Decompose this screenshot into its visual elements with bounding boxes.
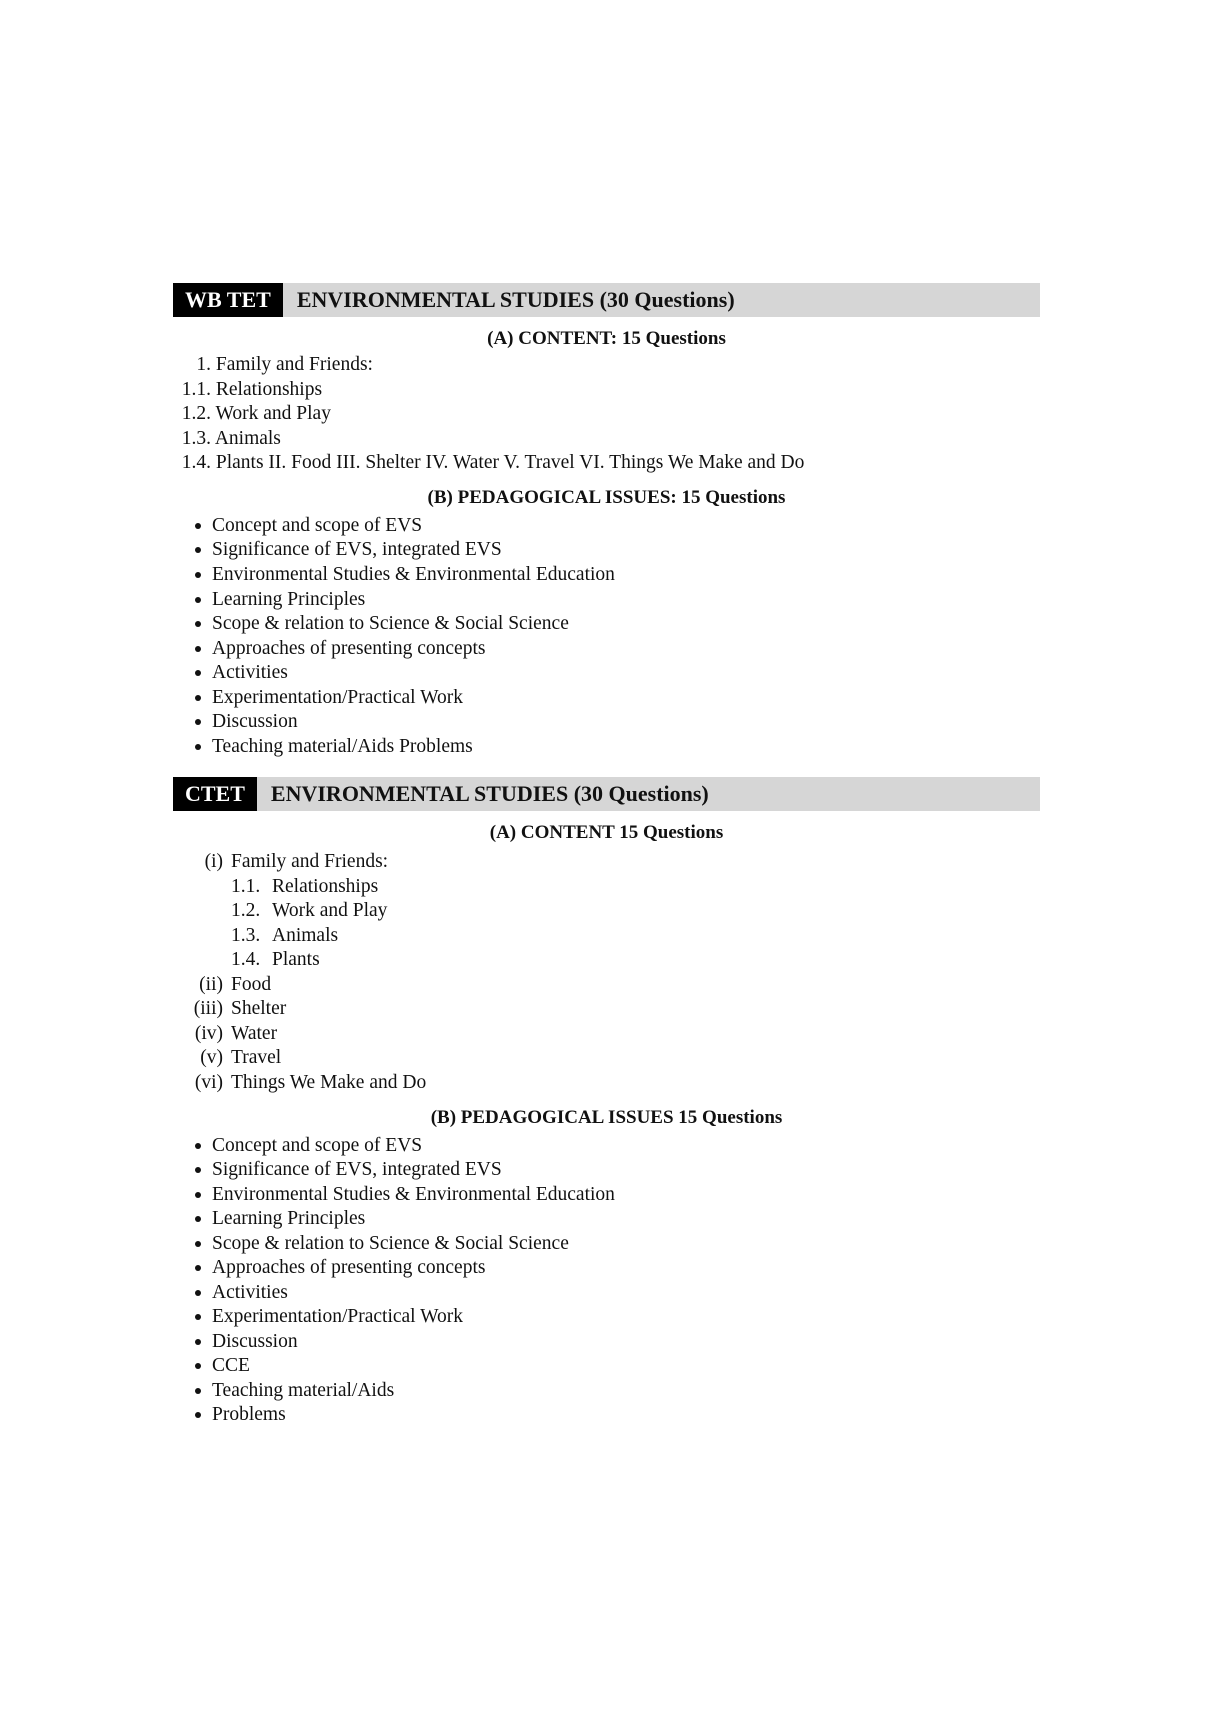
wbtet-content-heading: (A) CONTENT: 15 Questions — [487, 328, 726, 349]
ctet-content-subitem: 1.2. Work and Play — [231, 900, 388, 921]
wbtet-content-item: 1.3. Animals — [181, 428, 281, 449]
ctet-content-subitem: 1.3. Animals — [231, 925, 339, 946]
bullet-icon — [195, 1363, 201, 1369]
wbtet-content-item: 1.4. Plants II. Food III. Shelter IV. Water V. Travel VI. Things We Make and Do — [181, 452, 805, 473]
bullet-icon — [195, 547, 201, 553]
ctet-content-item: (ii) Food — [199, 974, 272, 995]
ctet-pedagogy-item: Scope & relation to Science & Social Science — [195, 1232, 569, 1256]
wbtet-pedagogy-heading: (B) PEDAGOGICAL ISSUES: 15 Questions — [427, 487, 786, 508]
wbtet-pedagogy-item: Learning Principles — [195, 588, 365, 612]
ctet-pedagogy-item: Problems — [195, 1403, 286, 1427]
ctet-content-heading: (A) CONTENT 15 Questions — [489, 822, 724, 843]
ctet-exam-tag: CTET — [173, 777, 257, 811]
bullet-icon — [195, 1241, 201, 1247]
ctet-pedagogy-heading: (B) PEDAGOGICAL ISSUES 15 Questions — [430, 1107, 783, 1128]
wbtet-pedagogy-item: Concept and scope of EVS — [195, 514, 422, 538]
ctet-content-item: (iv) Water — [194, 1023, 278, 1044]
wbtet-content-item: 1.2. Work and Play — [181, 403, 331, 424]
ctet-section-title: ENVIRONMENTAL STUDIES (30 Questions) — [270, 781, 709, 806]
ctet-pedagogy-item: Discussion — [195, 1330, 298, 1354]
ctet-pedagogy-item: Significance of EVS, integrated EVS — [195, 1158, 502, 1182]
ctet-content-item: (iii) Shelter — [193, 998, 287, 1019]
wbtet-section-title: ENVIRONMENTAL STUDIES (30 Questions) — [296, 287, 735, 312]
bullet-icon — [195, 621, 201, 627]
bullet-icon — [195, 1339, 201, 1345]
bullet-icon — [195, 597, 201, 603]
ctet-pedagogy-item: CCE — [195, 1354, 250, 1378]
ctet-content-subitem: 1.1. Relationships — [231, 876, 379, 897]
bullet-icon — [195, 523, 201, 529]
bullet-icon — [195, 646, 201, 652]
wbtet-content-item: 1. Family and Friends: — [196, 354, 373, 375]
wbtet-exam-tag: WB TET — [173, 283, 283, 317]
wbtet-pedagogy-item: Activities — [195, 661, 288, 685]
ctet-pedagogy-item: Teaching material/Aids — [195, 1379, 394, 1403]
bullet-icon — [195, 572, 201, 578]
ctet-content-subitem: 1.4. Plants — [231, 949, 320, 970]
wbtet-pedagogy-item: Approaches of presenting concepts — [195, 637, 485, 661]
bullet-icon — [195, 1388, 201, 1394]
ctet-pedagogy-item: Learning Principles — [195, 1207, 365, 1231]
wbtet-pedagogy-item: Experimentation/Practical Work — [195, 686, 463, 710]
ctet-pedagogy-item: Activities — [195, 1281, 288, 1305]
bullet-icon — [195, 1167, 201, 1173]
wbtet-pedagogy-item: Scope & relation to Science & Social Science — [195, 612, 569, 636]
bullet-icon — [195, 719, 201, 725]
ctet-section-header — [173, 777, 1040, 811]
ctet-pedagogy-item: Approaches of presenting concepts — [195, 1256, 485, 1280]
bullet-icon — [195, 1216, 201, 1222]
ctet-pedagogy-item: Experimentation/Practical Work — [195, 1305, 463, 1329]
wbtet-pedagogy-item: Environmental Studies & Environmental Education — [195, 563, 615, 587]
bullet-icon — [195, 1143, 201, 1149]
bullet-icon — [195, 1290, 201, 1296]
ctet-content-item: (vi) Things We Make and Do — [194, 1072, 427, 1093]
bullet-icon — [195, 1192, 201, 1198]
bullet-icon — [195, 1314, 201, 1320]
bullet-icon — [195, 1412, 201, 1418]
wbtet-pedagogy-item: Significance of EVS, integrated EVS — [195, 538, 502, 562]
wbtet-pedagogy-item: Teaching material/Aids Problems — [195, 735, 473, 759]
bullet-icon — [195, 695, 201, 701]
ctet-content-item: (v) Travel — [200, 1047, 282, 1068]
bullet-icon — [195, 670, 201, 676]
wbtet-pedagogy-item: Discussion — [195, 710, 298, 734]
bullet-icon — [195, 744, 201, 750]
ctet-pedagogy-item: Concept and scope of EVS — [195, 1134, 422, 1158]
bullet-icon — [195, 1265, 201, 1271]
wbtet-section-header — [173, 283, 1040, 317]
ctet-content-item: (i) Family and Friends: — [204, 851, 389, 872]
ctet-pedagogy-item: Environmental Studies & Environmental Education — [195, 1183, 615, 1207]
wbtet-content-item: 1.1. Relationships — [181, 379, 323, 400]
